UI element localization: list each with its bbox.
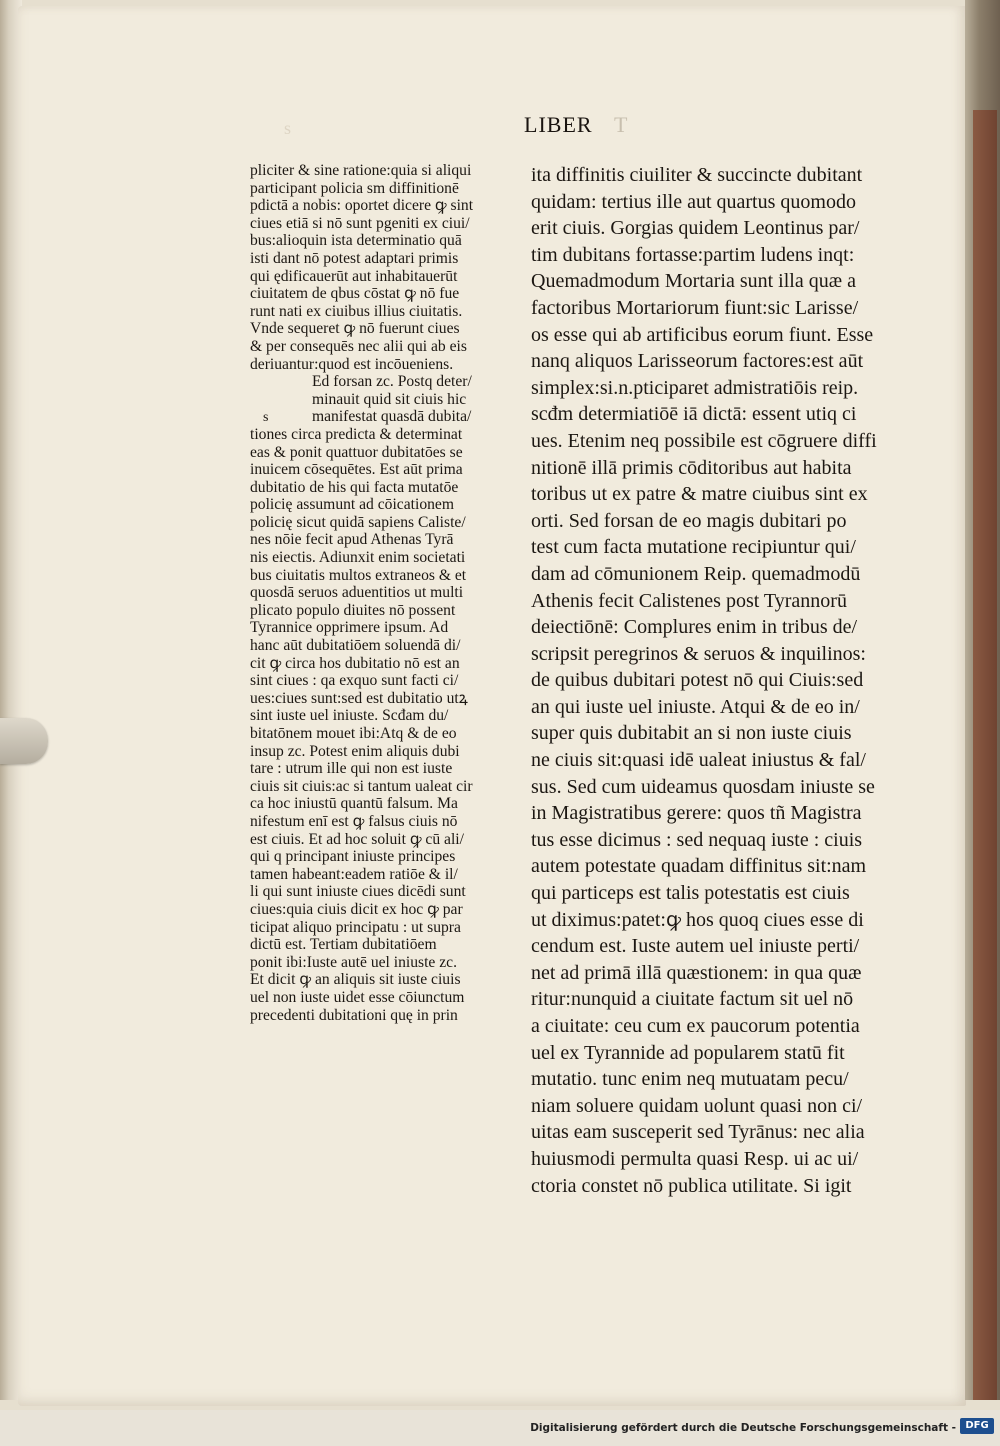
text-line: qui particeps est talis potestatis est ciuis (531, 882, 850, 905)
text-line: ciuitatem de qbus cōstat ꝙ nō fue (250, 285, 460, 303)
text-line: runt nati ex ciuibus illius ciuitatis. (250, 302, 463, 320)
text-line: tare : utrum ille qui non est iuste (250, 760, 453, 778)
text-line: an qui iuste uel iniuste. Atqui & de eo in/ (531, 695, 860, 718)
text-line: dam ad cōmunionem Reip. quemadmodū (531, 562, 861, 585)
text-line: in Magistratibus gerere: quos tñ Magistra (531, 802, 862, 825)
text-line: Et dicit ꝙ an aliquis sit iuste ciuis (250, 971, 461, 989)
text-line: ues:ciues sunt:sed est dubitatio utꝝ (250, 689, 468, 707)
text-line: cit ꝙ circa hos dubitatio nō est an (250, 654, 460, 672)
text-line: net ad primā illā quæstionem: in qua quæ (531, 961, 862, 984)
text-line: orti. Sed forsan de eo magis dubitari po (531, 509, 847, 532)
text-line: sint ciues : qa exquo sunt facti ci/ (250, 672, 459, 690)
text-line: ciues:quia ciuis dicit ex hoc ꝙ par (250, 900, 463, 918)
text-line: ticipat aliquo principatu : ut supra (250, 918, 461, 936)
text-line: ut diximus:patet:ꝙ hos quoq ciues esse di (531, 908, 864, 931)
page-clip (0, 718, 48, 764)
text-line: bitatōnem mouet ibi:Atq & de eo (250, 725, 457, 742)
text-line: nes nōie fecit apud Athenas Tyrā (250, 531, 454, 549)
text-line: de quibus dubitari potest nō qui Ciuis:sed (531, 669, 864, 692)
text-line: est ciuis. Et ad hoc soluit ꝙ cū ali/ (250, 830, 464, 848)
text-line: minauit quid sit ciuis hic (312, 390, 467, 408)
text-line: quosdā seruos aduentitios ut multi (250, 584, 464, 602)
text-line: tus esse dicimus : sed nequaq iuste : ciuis (531, 828, 863, 851)
book-binding (965, 0, 1000, 1400)
text-line: mutatio. tunc enim neq mutuatam pecu/ (531, 1068, 849, 1091)
text-line: Tyrannice opprimere ipsum. Ad (250, 619, 449, 637)
text-line: Ed forsan zc. Postq deter/ (312, 373, 472, 391)
text-line: nifestum enī est ꝙ falsus ciuis nō (250, 812, 458, 830)
text-line: os esse qui ab artificibus eorum fiunt. Esse (531, 323, 874, 346)
text-line: nitionē illā primis cōditoribus aut habita (531, 456, 852, 479)
text-line: erit ciuis. Gorgias quidem Leontinus par/ (531, 217, 860, 240)
text-line: deiectiōnē: Complures enim in tribus de/ (531, 616, 858, 639)
text-line: dictū est. Tertiam dubitatiōem (250, 936, 437, 954)
text-line: li qui sunt iniuste ciues dicēdi sunt (250, 883, 466, 901)
text-line: factoribus Mortariorum fiunt:sic Larisse/ (531, 296, 859, 319)
text-line: pliciter & sine ratione:quia si aliqui (250, 162, 472, 179)
text-line: tiones circa predicta & determinat (250, 425, 463, 443)
dfg-logo: DFG (960, 1418, 994, 1434)
text-line: ne ciuis sit:quasi idē ualeat iniustus & fal/ (531, 749, 866, 772)
text-line: pdictā a nobis: oportet dicere ꝙ sint (250, 197, 474, 215)
show-through-mark: s (284, 118, 292, 138)
text-line: bus ciuitatis multos extraneos & et (250, 566, 467, 584)
text-line: sus. Sed cum uideamus quosdam iniuste se (531, 775, 875, 798)
text-line: huiusmodi permulta quasi Resp. ui ac ui/ (531, 1147, 859, 1170)
text-line: ritur:nunquid a ciuitate factum sit uel nō (531, 988, 854, 1011)
text-line: nanq aliquos Larisseorum factores:est aūt (531, 350, 864, 373)
text-line: precedenti dubitationi quę in prin (250, 1006, 458, 1024)
commentary-column (250, 162, 500, 1024)
text-line: isti dant nō potest adaptari primis (250, 249, 459, 267)
text-line: scđm determiatiōē iā dictā: essent utiq ci (531, 403, 857, 426)
text-line: sint iuste uel iniuste. Scđam du/ (250, 707, 449, 725)
text-line: ponit ibi:Iuste autē uel iniuste zc. (250, 953, 457, 971)
text-line: ita diffinitis ciuiliter & succincte dubitant (531, 164, 863, 186)
text-line: hanc aūt dubitatiōem soluendā di/ (250, 637, 461, 655)
text-line: scripsit peregrinos & seruos & inquilinos: (531, 642, 866, 665)
text-line: nis eiectis. Adiunxit enim societati (250, 549, 466, 567)
text-line: ciues etiā si nō sunt pgeniti ex ciui/ (250, 214, 470, 232)
leather-spine (973, 110, 997, 1400)
funding-credit: Digitalisierung gefördert durch die Deutsche Forschungsgemeinschaft - (530, 1422, 956, 1434)
text-line: test cum facta mutatione recipiuntur qui/ (531, 536, 856, 559)
text-line: Vnde sequeret ꝙ nō fuerunt ciues (250, 320, 460, 338)
main-text-column (531, 162, 891, 1199)
text-line: niam soluere quidam uolunt quasi non ci/ (531, 1094, 863, 1117)
running-head: LIBER (524, 112, 593, 137)
text-line: ctoria constet nō publica utilitate. Si igit (531, 1174, 852, 1197)
text-line: simplex:si.n.pticiparet admistratiōis reip. (531, 376, 859, 399)
text-line: cendum est. Iuste autem uel iniuste perti/ (531, 935, 860, 958)
text-line: Quemadmodum Mortaria sunt illa quæ a (531, 270, 856, 293)
text-line: plicato populo diuites nō possent (250, 601, 456, 619)
text-line: policię assumunt ad cōicationem (250, 496, 454, 514)
text-line: ues. Etenim neq possibile est cōgruere diffi (531, 429, 877, 452)
text-line: policię sicut quidā sapiens Caliste/ (250, 513, 466, 531)
text-line: bus:alioquin ista determinatio quā (250, 232, 462, 250)
text-line: super quis dubitabit an si non iuste ciuis (531, 722, 852, 745)
text-line: participant policia sm diffinitionē (250, 179, 459, 197)
text-line: eas & ponit quattuor dubitatōes se (250, 443, 463, 461)
text-line: ca hoc iniustū quantū falsum. Ma (250, 795, 458, 813)
text-line: uitas eam susceperit sed Tyrānus: nec alia (531, 1121, 865, 1144)
text-line: a ciuitate: ceu cum ex paucorum potentia (531, 1015, 860, 1037)
text-line: dubitatio de his qui facta mutatōe (250, 478, 459, 496)
text-line: uel ex Tyrannide ad popularem statū fit (531, 1041, 845, 1064)
guide-letter: s (263, 410, 269, 425)
text-line: autem potestate quadam diffinitus sit:nam (531, 855, 867, 878)
text-line: manifestat quasdā dubita/ (312, 408, 472, 426)
text-line: uel non iuste uidet esse cōiunctum (250, 988, 465, 1006)
text-line: & per consequēs nec alii qui ab eis (250, 337, 467, 355)
text-line: ciuis sit ciuis:ac si tantum ualeat cir (250, 777, 473, 795)
text-line: deriuantur:quod est incōueniens. (250, 355, 454, 373)
text-line: insup zc. Potest enim aliquis dubi (250, 742, 460, 760)
text-line: qui ędificauerūt aut inhabitauerūt (250, 267, 458, 285)
show-through-letter: T (614, 112, 628, 137)
text-line: qui q principant iniuste principes (250, 848, 456, 866)
text-line: inuicem cōsequētes. Est aūt prima (250, 461, 463, 479)
text-line: Athenis fecit Calistenes post Tyrannorū (531, 589, 847, 612)
text-line: toribus ut ex patre & matre ciuibus sint ex (531, 483, 868, 506)
text-line: tim dubitans fortasse:partim ludens inqt: (531, 243, 855, 266)
text-line: tamen habeant:eadem ratiōe & il/ (250, 865, 458, 883)
text-line: quidam: tertius ille aut quartus quomodo (531, 190, 856, 213)
